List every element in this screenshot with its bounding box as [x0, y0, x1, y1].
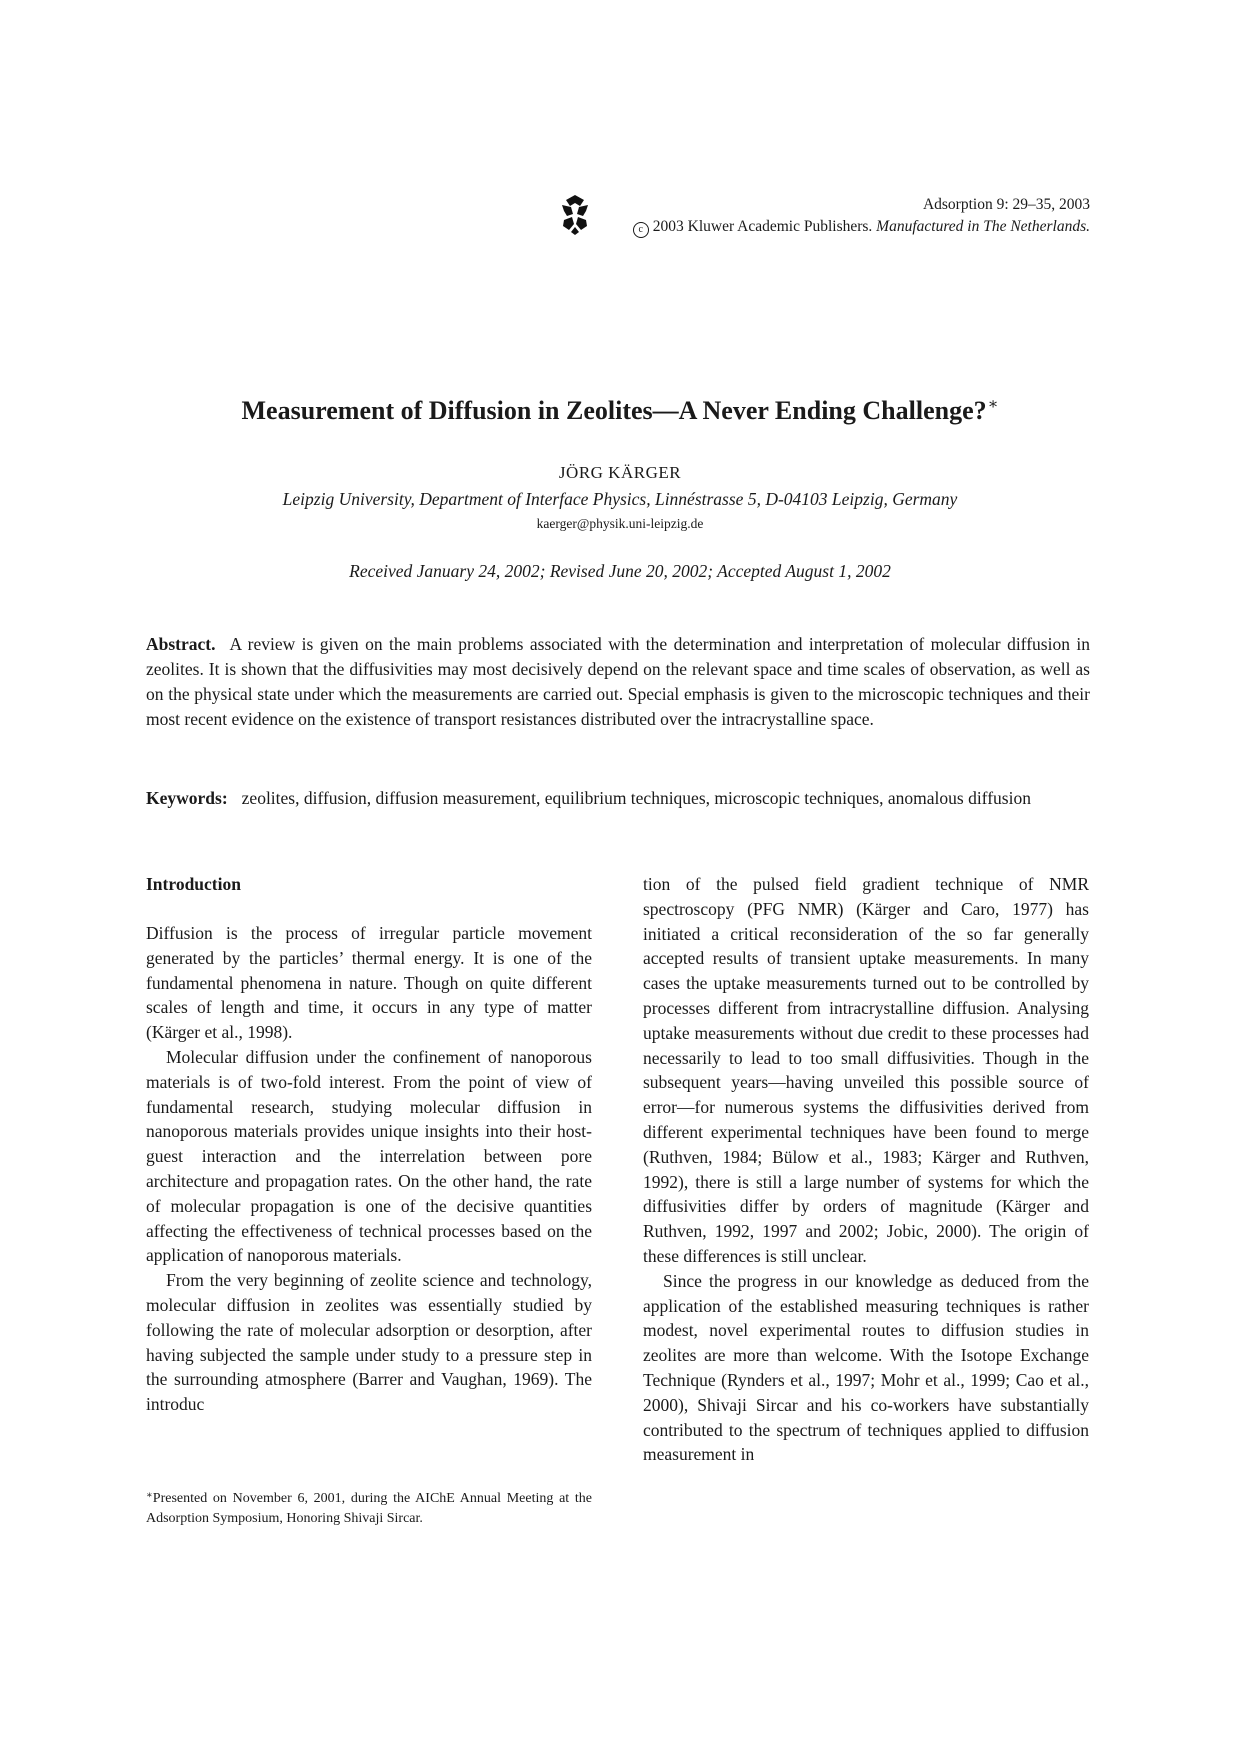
- keywords-label: Keywords:: [146, 788, 228, 808]
- keywords-text: zeolites, diffusion, diffusion measurement, equilibrium techniques, microscopic techniques, anomalous diffusion: [241, 788, 1031, 808]
- abstract: [146, 632, 1090, 732]
- copyright-line: [633, 216, 1090, 238]
- copyright-icon: c: [633, 222, 649, 238]
- title-footnote-mark: ∗: [987, 396, 999, 413]
- journal-header: [560, 194, 1090, 240]
- author-name: JÖRG KÄRGER: [558, 463, 682, 482]
- journal-citation: Adsorption 9: 29–35, 2003: [922, 196, 1090, 213]
- footnote: [146, 1486, 592, 1529]
- abstract-text: A review is given on the main problems associated with the determination and interpretation of molecular diffusion in zeolites. It is shown that the diffusivities may most decisively depend on the relevant space and time scales of observation, as well as on the physical state under which the measurements are carried out. Special emphasis is given to the microscopic techniques and their most recent evidence on the existence of transport resistances distributed over the intracrystalline space.: [146, 634, 1090, 729]
- keywords: [146, 786, 1090, 811]
- body-paragraph: Since the progress in our knowledge as deduced from the application of the established measuring techniques is rather modest, novel experimental routes to diffusion studies in zeolites are more than welcome. With the Isotope Exchange Technique (Rynders et al., 1997; Mohr et al., 1999; Cao et al., 2000), Shivaji Sircar and his co-workers have substantially contributed to the spectrum of techniques applied to diffusion measurement in: [643, 1270, 1089, 1465]
- kluwer-publisher-logo-icon: [560, 194, 590, 236]
- footnote-mark: ∗: [146, 1490, 153, 1501]
- paper-title-text: Measurement of Diffusion in Zeolites—A Never Ending Challenge?: [241, 396, 987, 425]
- abstract-label: Abstract.: [146, 634, 216, 654]
- body-paragraph: Diffusion is the process of irregular particle movement generated by the particles’ thermal energy. It is one of the fundamental phenomena in nature. Though on quite different scales of length and time, it occurs in any type of matter (Kärger et al., 1998).: [146, 923, 592, 1043]
- right-column: [643, 872, 1089, 1467]
- title-block: [145, 388, 1095, 583]
- footnote-text: Presented on November 6, 2001, during the AIChE Annual Meeting at the Adsorption Symposium, Honoring Shivaji Sircar.: [146, 1491, 592, 1526]
- body-paragraph: tion of the pulsed field gradient technique of NMR spectroscopy (PFG NMR) (Kärger and Caro, 1977) has initiated a critical reconsideration of the so far generally accepted results of transient uptake measurements. In many cases the uptake measurements turned out to be controlled by processes different from intracrystalline diffusion. Analysing uptake measurements without due credit to these processes had necessarily to lead to too small diffusivities. Though in the subsequent years—having unveiled this possible source of error—for numerous systems the diffusivities derived from different experimental techniques have been found to merge (Ruthven, 1984; Bülow et al., 1983; Kärger and Ruthven, 1992), there is still a large number of systems for which the diffusivities differ by orders of magnitude (Kärger and Ruthven, 1992, 1997 and 2002; Jobic, 2000). The origin of these differences is still unclear.: [643, 874, 1089, 1266]
- section-heading-introduction: Introduction: [146, 874, 241, 894]
- paper-title: [145, 388, 1095, 428]
- copyright-text: 2003 Kluwer Academic Publishers.: [652, 218, 873, 235]
- author-affiliation: Leipzig University, Department of Interface Physics, Linnéstrasse 5, D-04103 Leipzig, Germany: [282, 489, 958, 509]
- journal-info: [633, 194, 1090, 238]
- left-column: [146, 872, 592, 1417]
- body-paragraph: Molecular diffusion under the confinement of nanoporous materials is of two-fold interest. From the point of view of fundamental research, studying molecular diffusion in nanoporous materials provides unique insights into their host-guest interaction and the interrelation between pore architecture and propagation rates. On the other hand, the rate of molecular propagation is one of the decisive quantities affecting the effectiveness of technical processes based on the application of nanoporous materials.: [146, 1046, 592, 1266]
- body-paragraph: From the very beginning of zeolite science and technology, molecular diffusion in zeolites was essentially studied by following the rate of molecular adsorption or desorption, after having subjected the sample under study to a pressure step in the surrounding atmosphere (Barrer and Vaughan, 1969). The introduc: [146, 1270, 592, 1415]
- manufactured-note: Manufactured in The Netherlands.: [876, 218, 1090, 235]
- author-email: kaerger@physik.uni-leipzig.de: [536, 516, 704, 531]
- submission-dates: Received January 24, 2002; Revised June 20, 2002; Accepted August 1, 2002: [349, 561, 891, 581]
